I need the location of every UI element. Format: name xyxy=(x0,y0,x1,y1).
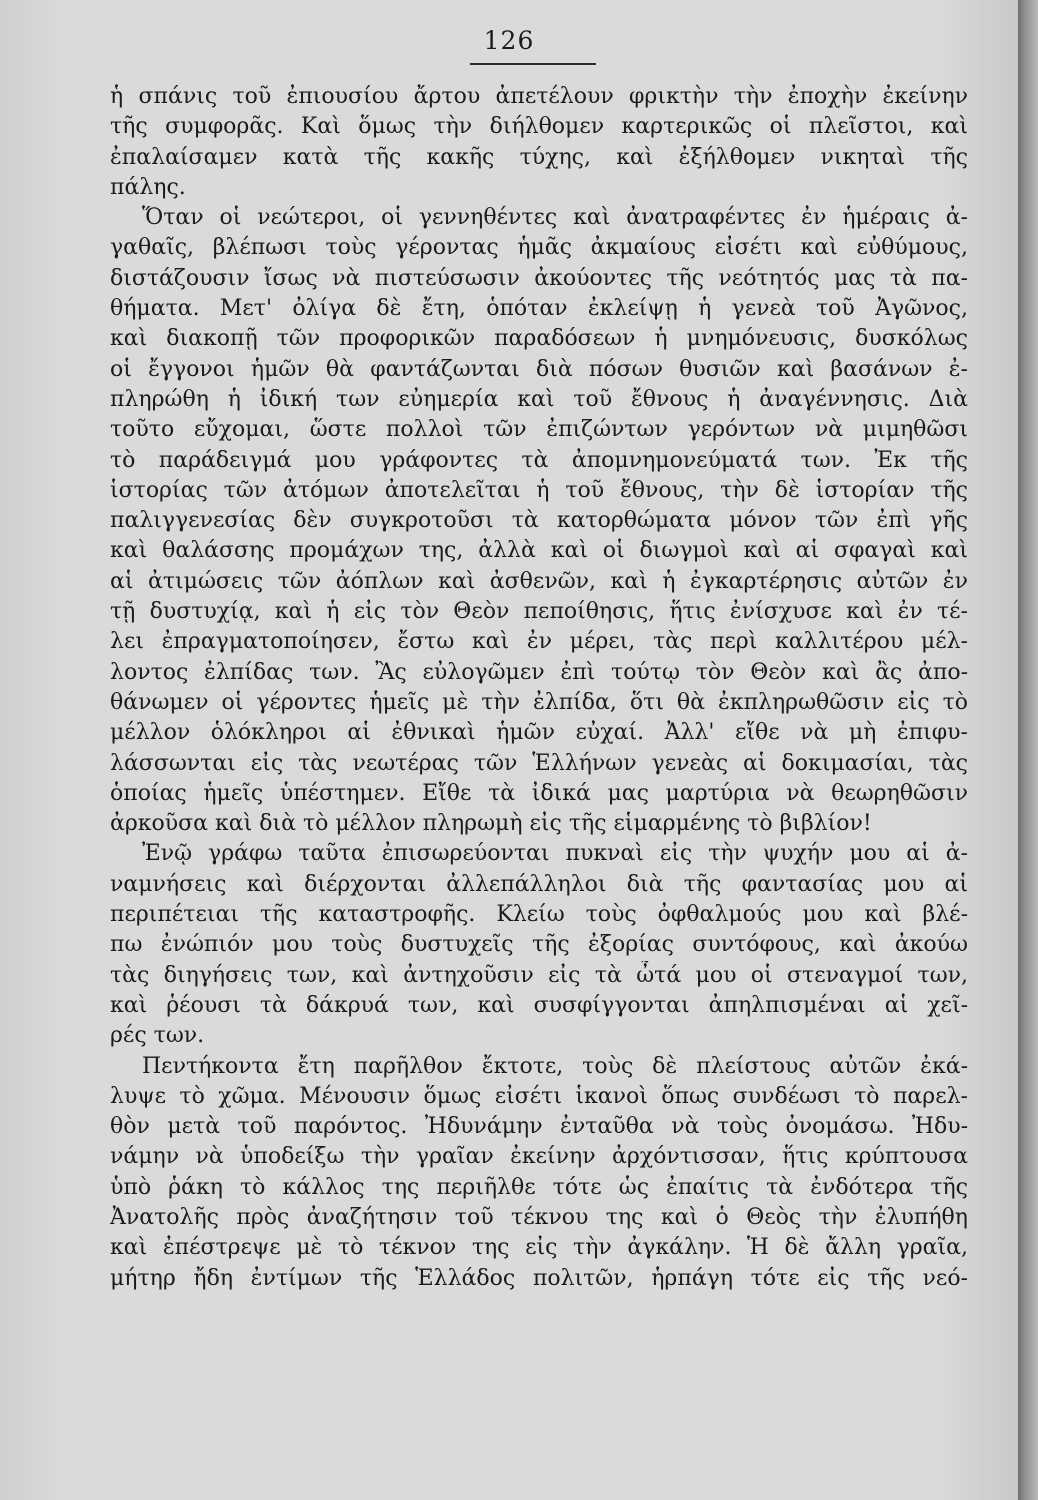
text-line: μήτηρ ἤδη ἐντίμων τῆς Ἑλλάδος πολιτῶν, ἡρπάγη τότε εἰς τῆς νεό- xyxy=(110,1265,968,1291)
page-number: 126 xyxy=(483,26,535,55)
text-line: αἱ ἀτιμώσεις τῶν ἀόπλων καὶ ἀσθενῶν, καὶ ἡ ἐγκαρτέρησις αὐτῶν ἐν xyxy=(110,568,968,594)
text-line: τῇ δυστυχίᾳ, καὶ ἡ εἰς τὸν Θεὸν πεποίθησις, ἥτις ἐνίσχυσε καὶ ἐν τέ- xyxy=(110,599,968,625)
page-number-rule xyxy=(470,63,596,65)
text-line: Ἀνατολῆς πρὸς ἀναζήτησιν τοῦ τέκνου της καὶ ὁ Θεὸς τὴν ἐλυπήθη xyxy=(110,1204,968,1230)
text-line: περιπέτειαι τῆς καταστροφῆς. Κλείω τοὺς ὀφθαλμούς μου καὶ βλέ- xyxy=(110,902,968,928)
text-line: θὸν μετὰ τοῦ παρόντος. Ἠδυνάμην ἐνταῦθα νὰ τοὺς ὀνομάσω. Ἠδυ- xyxy=(110,1114,968,1140)
text-line: πληρώθη ἡ ἰδική των εὐημερία καὶ τοῦ ἔθνους ἡ ἀναγέννησις. Διὰ xyxy=(110,386,968,412)
text-line: λοντος ἐλπίδας των. Ἂς εὐλογῶμεν ἐπὶ τούτῳ τὸν Θεὸν καὶ ἂς ἀπο- xyxy=(110,659,968,685)
text-line: μέλλον ὁλόκληροι αἱ ἐθνικαὶ ἡμῶν εὐχαί. Ἀλλ' εἴθε νὰ μὴ ἐπιφυ- xyxy=(110,720,968,746)
text-line: καὶ ῥέουσι τὰ δάκρυά των, καὶ συσφίγγονται ἀπηλπισμέναι αἱ χεῖ- xyxy=(110,992,968,1018)
text-line: ἐπαλαίσαμεν κατὰ τῆς κακῆς τύχης, καὶ ἐξήλθομεν νικηταὶ τῆς xyxy=(110,144,968,170)
text-line: νάμην νὰ ὑποδείξω τὴν γραῖαν ἐκείνην ἀρχόντισσαν, ἥτις κρύπτουσα xyxy=(110,1144,968,1170)
text-line: ἡ σπάνις τοῦ ἐπιουσίου ἄρτου ἀπετέλουν φρικτὴν τὴν ἐποχὴν ἐκείνην xyxy=(110,84,968,109)
text-line: λει ἐπραγματοποίησεν, ἔστω καὶ ἐν μέρει, τὰς περὶ καλλιτέρου μέλ- xyxy=(110,629,968,655)
text-line: πάλης. xyxy=(110,174,186,200)
body-text xyxy=(110,82,968,1294)
text-line: Πεντήκοντα ἔτη παρῆλθον ἔκτοτε, τοὺς δὲ πλείστους αὐτῶν ἐκά- xyxy=(142,1053,968,1079)
text-line: θήματα. Μετ' ὀλίγα δὲ ἔτη, ὁπόταν ἐκλείψῃ ἡ γενεὰ τοῦ Ἀγῶνος, xyxy=(110,296,968,322)
text-line: θάνωμεν οἱ γέροντες ἡμεῖς μὲ τὴν ἐλπίδα, ὅτι θὰ ἐκπληρωθῶσιν εἰς τὸ xyxy=(110,689,968,715)
text-line: διστάζουσιν ἴσως νὰ πιστεύσωσιν ἀκούοντες τῆς νεότητός μας τὰ πα- xyxy=(110,265,968,291)
text-line: ἀρκοῦσα καὶ διὰ τὸ μέλλον πληρωμὴ εἰς τῆς εἱμαρμένης τὸ βιβλίον! xyxy=(110,811,872,837)
text-line: γαθαῖς, βλέπωσι τοὺς γέροντας ἡμᾶς ἀκμαίους εἰσέτι καὶ εὐθύμους, xyxy=(110,235,968,261)
text-line: πω ἐνώπιόν μου τοὺς δυστυχεῖς τῆς ἐξορίας συντόφους, καὶ ἀκούω xyxy=(110,932,968,958)
text-line: λάσσωνται εἰς τὰς νεωτέρας τῶν Ἑλλήνων γενεὰς αἱ δοκιμασίαι, τὰς xyxy=(110,750,968,776)
text-line: ὁποίας ἡμεῖς ὑπέστημεν. Εἴθε τὰ ἰδικά μας μαρτύρια νὰ θεωρηθῶσιν xyxy=(110,780,968,806)
adjacent-page-edge xyxy=(1018,0,1038,1500)
text-line: ρές των. xyxy=(110,1023,205,1049)
text-line: καὶ ἐπέστρεψε μὲ τὸ τέκνον της εἰς τὴν ἀγκάλην. Ἡ δὲ ἄλλη γραῖα, xyxy=(110,1235,968,1261)
text-line: οἱ ἔγγονοι ἡμῶν θὰ φαντάζωνται διὰ πόσων θυσιῶν καὶ βασάνων ἐ- xyxy=(110,356,968,382)
text-line: τὰς διηγήσεις των, καὶ ἀντηχοῦσιν εἰς τὰ ὦτά μου οἱ στεναγμοί των, xyxy=(110,962,968,988)
text-line: τοῦτο εὔχομαι, ὥστε πολλοὶ τῶν ἐπιζώντων γερόντων νὰ μιμηθῶσι xyxy=(110,417,968,443)
text-line: ἱστορίας τῶν ἀτόμων ἀποτελεῖται ἡ τοῦ ἔθνους, τὴν δὲ ἱστορίαν τῆς xyxy=(110,477,968,503)
text-line: καὶ θαλάσσης προμάχων της, ἀλλὰ καὶ οἱ διωγμοὶ καὶ αἱ σφαγαὶ καὶ xyxy=(110,538,968,564)
text-line: ναμνήσεις καὶ διέρχονται ἀλλεπάλληλοι διὰ τῆς φαντασίας μου αἱ xyxy=(110,871,968,897)
text-line: ὑπὸ ῥάκη τὸ κάλλος της περιῆλθε τότε ὡς ἐπαίτις τὰ ἐνδότερα τῆς xyxy=(110,1174,968,1200)
text-line: τῆς συμφορᾶς. Καὶ ὅμως τὴν διήλθομεν καρτερικῶς οἱ πλεῖστοι, καὶ xyxy=(110,114,968,140)
text-line: παλιγγενεσίας δὲν συγκροτοῦσι τὰ κατορθώματα μόνον τῶν ἐπὶ γῆς xyxy=(110,508,968,534)
text-line: τὸ παράδειγμά μου γράφοντες τὰ ἀπομνημονεύματά των. Ἐκ τῆς xyxy=(110,447,968,473)
text-line: καὶ διακοπῇ τῶν προφορικῶν παραδόσεων ἡ μνημόνευσις, δυσκόλως xyxy=(110,326,968,352)
text-line: λυψε τὸ χῶμα. Μένουσιν ὅμως εἰσέτι ἱκανοὶ ὅπως συνδέωσι τὸ παρελ- xyxy=(110,1083,968,1109)
text-line: Ὅταν οἱ νεώτεροι, οἱ γεννηθέντες καὶ ἀνατραφέντες ἐν ἡμέραις ἀ- xyxy=(142,205,968,231)
text-line: Ἐνῷ γράφω ταῦτα ἐπισωρεύονται πυκναὶ εἰς τὴν ψυχήν μου αἱ ἀ- xyxy=(142,841,968,867)
